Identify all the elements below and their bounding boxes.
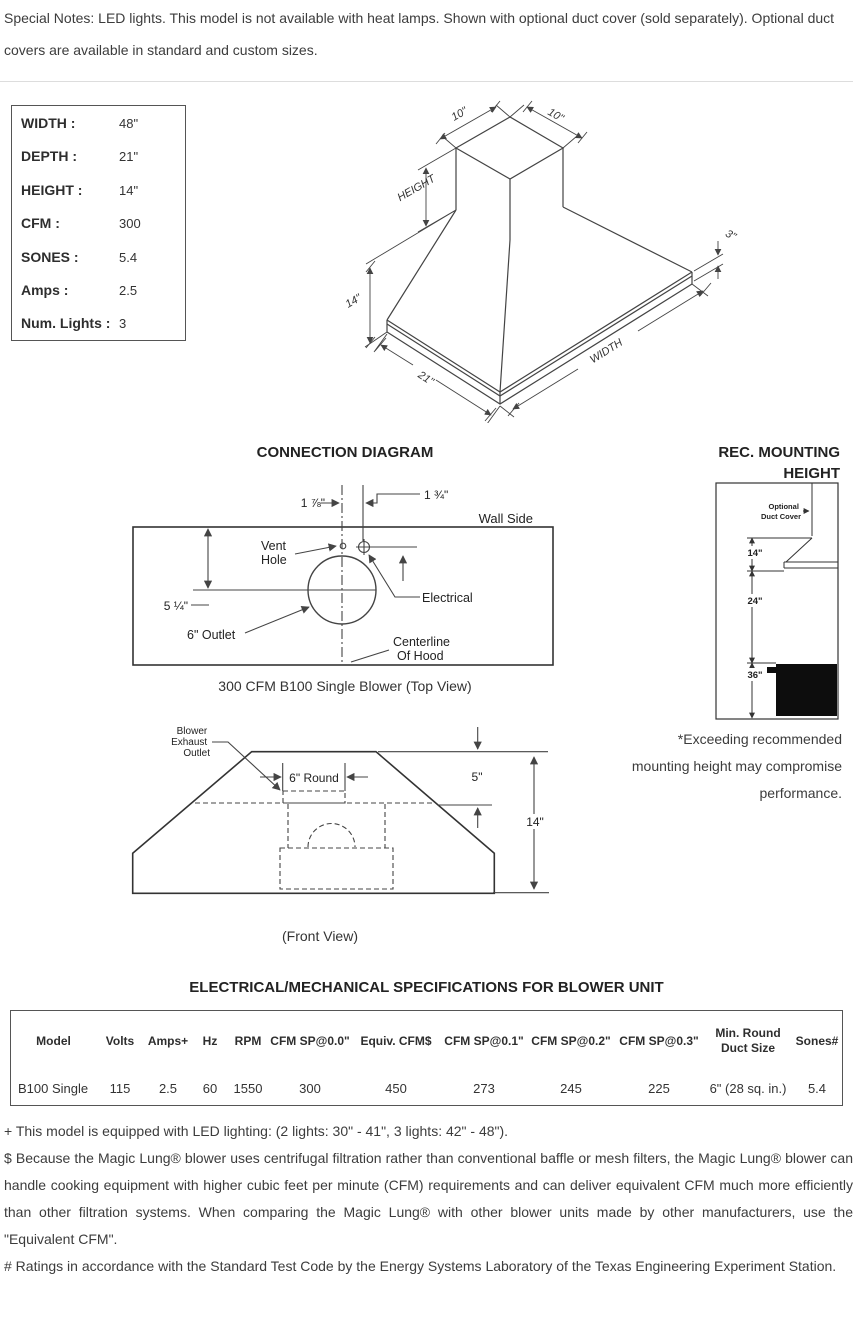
- hood-outline-top-view: [133, 527, 553, 665]
- spec-label: SONES :: [21, 248, 79, 265]
- spec-row-lights: [21, 315, 185, 348]
- top-view-caption: 300 CFM B100 Single Blower (Top View): [218, 678, 472, 694]
- cell-cfm-sp00: 300: [299, 1080, 321, 1096]
- footnotes-block: [0, 1118, 853, 1280]
- cell-equiv-cfm: 450: [385, 1080, 407, 1096]
- dim-5-1-4: 5 ¼": [163, 599, 188, 613]
- cell-duct-size: 6" (28 sq. in.): [709, 1080, 787, 1096]
- optional-duct-cover-label: Optional Duct Cover: [760, 502, 801, 521]
- cell-hz: 60: [202, 1080, 218, 1096]
- electrical-label: Electrical: [422, 591, 473, 605]
- spec-row-amps: [21, 282, 185, 315]
- wall-side-label: Wall Side: [478, 511, 533, 526]
- lip-dim: 3": [723, 227, 738, 244]
- cell-cfm-sp03: 225: [648, 1080, 670, 1096]
- cell-cfm-sp01: 273: [473, 1080, 495, 1096]
- round-outlet-dim: 6" Round: [289, 771, 339, 785]
- spec-label: DEPTH :: [21, 148, 77, 165]
- dim-36: 36": [747, 670, 763, 681]
- spec-value: 3: [119, 316, 127, 332]
- spec-value: 48": [119, 116, 139, 131]
- dim-14: 14": [747, 548, 763, 559]
- mounting-warning-note: *Exceeding recommended mounting height may compromise performance.: [631, 731, 842, 801]
- spec-label: WIDTH :: [21, 115, 76, 131]
- width-dim-label: WIDTH: [587, 336, 625, 367]
- dim-14-inch-group: [521, 814, 548, 829]
- footnote-lighting: + This model is equipped with LED lighting: (2 lights: 30" - 41", 3 lights: 42" - 48").: [4, 1123, 509, 1139]
- vent-hole-label: Vent Hole: [261, 539, 287, 567]
- col-header-cfm-sp00: CFM SP@0.0": [270, 1033, 350, 1048]
- spec-row-cfm: [21, 215, 185, 248]
- range-silhouette: [767, 664, 837, 716]
- dim-5-inch: 5": [471, 770, 483, 784]
- footnote-ratings: # Ratings in accordance with the Standard Test Code by the Energy Systems Laboratory of the Texas Engineering Experiment Station.: [4, 1258, 837, 1274]
- spec-row-height: [21, 182, 185, 215]
- front-view-diagram: [100, 715, 580, 925]
- dim-1-3-4: 1 ¾": [424, 488, 449, 502]
- col-header-volts: Volts: [105, 1033, 135, 1048]
- cell-sones: 5.4: [807, 1080, 827, 1096]
- depth-dim: 21": [415, 369, 436, 388]
- spec-label: Num. Lights :: [21, 315, 111, 332]
- col-header-cfm-sp01: CFM SP@0.1": [444, 1033, 524, 1048]
- spec-label: Amps :: [21, 281, 69, 298]
- col-header-hz: Hz: [202, 1033, 218, 1048]
- blower-spec-table: [10, 1010, 843, 1106]
- col-header-equiv-cfm: Equiv. CFM$: [360, 1033, 432, 1048]
- cell-cfm-sp02: 245: [560, 1080, 582, 1096]
- dim-1-7-8: 1 ⅞": [300, 496, 325, 510]
- col-header-model: Model: [36, 1033, 71, 1048]
- hood-body-lines: [387, 117, 692, 404]
- divider-line: [0, 81, 853, 82]
- dim-24: 24": [747, 596, 763, 607]
- col-header-duct-size: Min. Round Duct Size: [715, 1026, 781, 1055]
- spec-value: 14": [119, 182, 139, 198]
- connection-top-view-diagram: [125, 478, 565, 700]
- cell-rpm: 1550: [233, 1080, 263, 1096]
- cell-amps: 2.5: [158, 1080, 178, 1096]
- col-header-sones: Sones#: [795, 1033, 839, 1048]
- hidden-lines: [195, 791, 433, 889]
- spec-summary-box: [11, 105, 186, 341]
- cell-model: B100 Single: [18, 1080, 89, 1096]
- col-header-cfm-sp03: CFM SP@0.3": [619, 1033, 699, 1048]
- spec-value: 5.4: [119, 249, 138, 265]
- centerline-label: Centerline Of Hood: [393, 635, 450, 663]
- special-notes-text: Special Notes: LED lights. This model is not available with heat lamps. Shown with optional duct cover (sold separately). Optional duct covers are available in standard and custom sizes.: [4, 10, 835, 58]
- spec-table-title: ELECTRICAL/MECHANICAL SPECIFICATIONS FOR BLOWER UNIT: [189, 979, 664, 996]
- spec-value: 21": [119, 149, 139, 165]
- outlet-label: 6" Outlet: [187, 628, 236, 642]
- spec-label: HEIGHT :: [21, 181, 83, 198]
- duct-depth-dim: 10": [449, 105, 470, 124]
- spec-label: CFM :: [21, 215, 60, 232]
- vent-hole-circle: [340, 543, 346, 549]
- front-view-caption: (Front View): [282, 928, 358, 944]
- isometric-hood-drawing: [320, 88, 760, 423]
- col-header-amps: Amps+: [147, 1033, 189, 1048]
- cell-volts: 115: [109, 1080, 131, 1096]
- spec-row-width: [21, 115, 185, 148]
- spec-value: 300: [119, 216, 141, 232]
- hood-height-dim: 14": [343, 292, 364, 311]
- height-dim-label: HEIGHT: [395, 172, 438, 204]
- footnote-equivalent-cfm: $ Because the Magic Lung® blower uses centrifugal filtration rather than conventional baffle or mesh filters, the Magic Lung® blower can handle cooking equipment with higher cubic feet per minute (CFM) requirements and can deliver equivalent CFM much more efficiently than other filtration systems. When comparing the Magic Lung® with other blower units made by other manufacturers, use the "Equivalent CFM".: [4, 1150, 853, 1247]
- spec-row-depth: [21, 148, 185, 181]
- connection-diagram-title: CONNECTION DIAGRAM: [256, 444, 434, 461]
- spec-row-sones: [21, 249, 185, 282]
- mounting-height-title: REC. MOUNTING HEIGHT: [718, 444, 840, 482]
- col-header-rpm: RPM: [234, 1033, 262, 1048]
- blower-exhaust-outlet-label: Blower Exhaust Outlet: [171, 726, 210, 759]
- spec-value: 2.5: [119, 282, 138, 298]
- mounting-dim-labels: [744, 546, 766, 681]
- col-header-cfm-sp02: CFM SP@0.2": [531, 1033, 611, 1048]
- dim-14-inch: 14": [526, 815, 544, 829]
- mounting-height-diagram: [708, 480, 848, 722]
- duct-width-dim: 10": [545, 106, 566, 125]
